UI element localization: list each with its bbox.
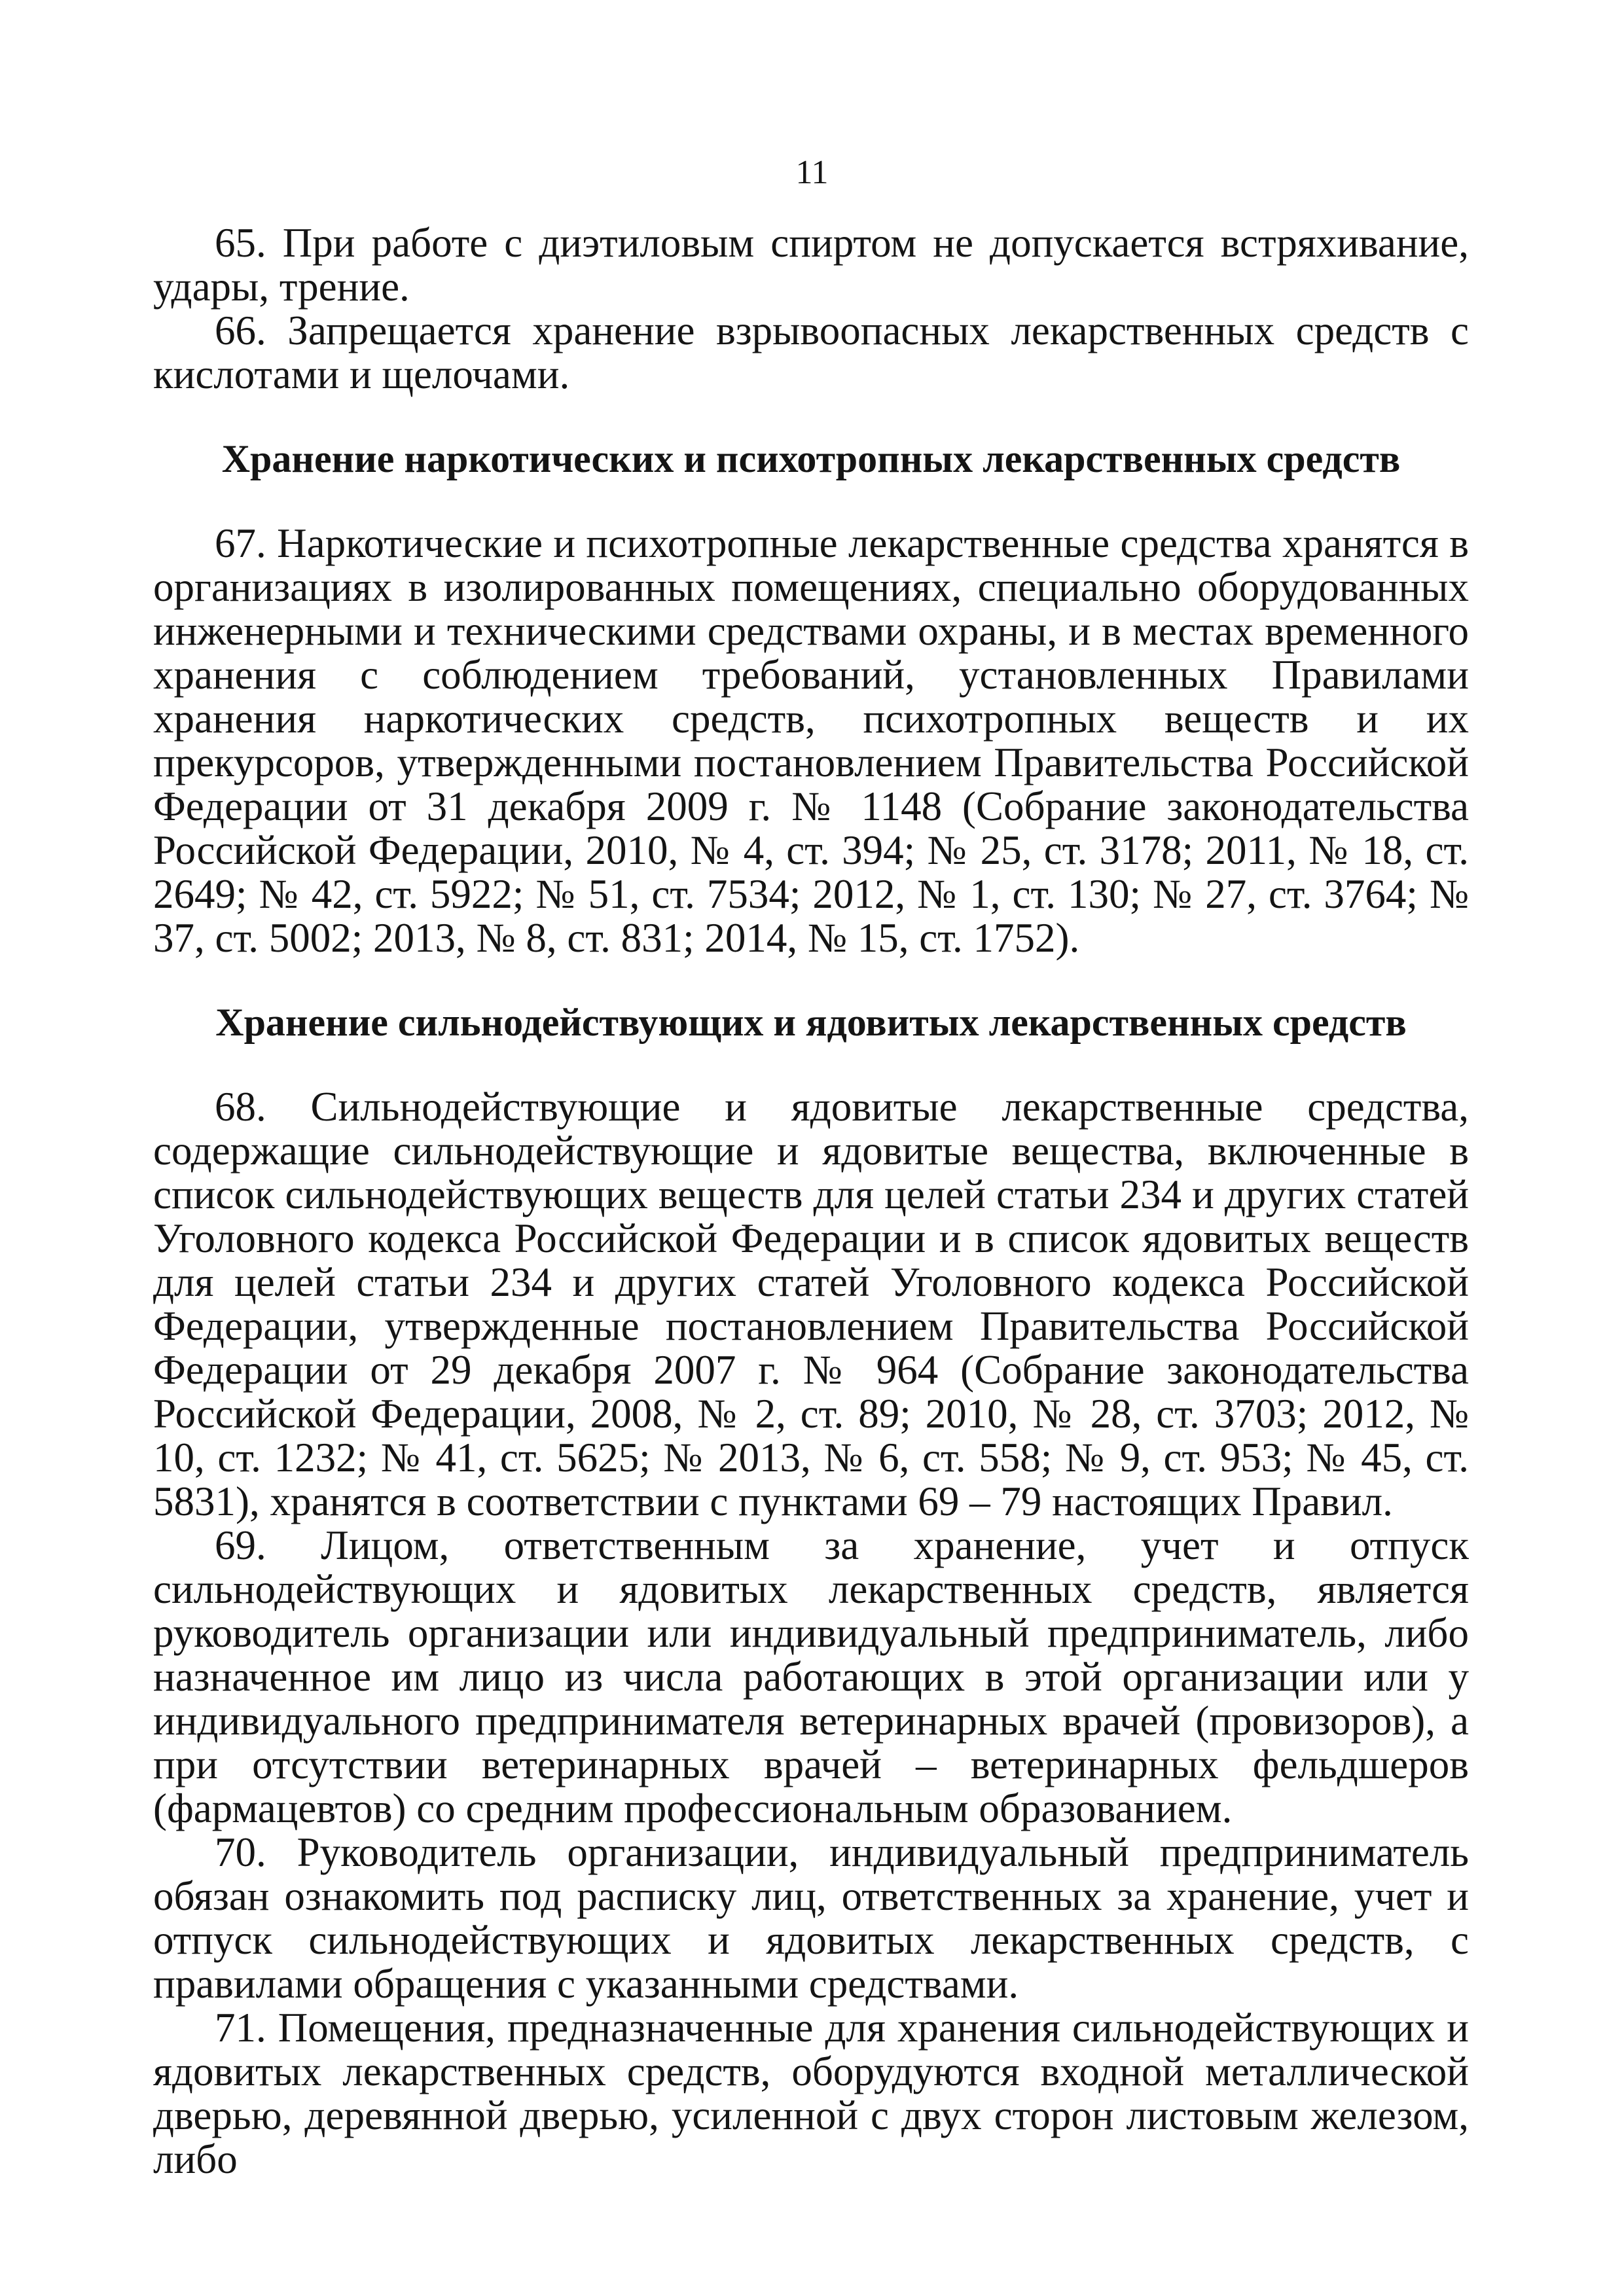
section-heading-potent-poisonous: Хранение сильнодействующих и ядовитых лекарственных средств xyxy=(215,1001,1407,1044)
paragraph-69: 69. Лицом, ответственным за хранение, учет и отпуск сильнодействующих и ядовитых лекарственных средств, является руководитель организации или индивидуальный предприниматель, либо назначенное им лицо из числа работающих в этой организации или у индивидуального предпринимателя ветеринарных врачей (провизоров), а при отсутствии ветеринарных врачей – ветеринарных фельдшеров (фармацевтов) со средним профессиональным образованием. xyxy=(153,1522,1469,1831)
paragraph-65: 65. При работе с диэтиловым спиртом не допускается встряхивание, удары, трение. xyxy=(153,220,1469,310)
page-number: 11 xyxy=(795,154,829,191)
paragraph-66: 66. Запрещается хранение взрывоопасных лекарственных средств с кислотами и щелочами. xyxy=(153,308,1469,397)
page-content xyxy=(153,221,1469,2181)
section-heading-narcotic: Хранение наркотических и психотропных лекарственных средств xyxy=(221,437,1401,480)
paragraph-70: 70. Руководитель организации, индивидуальный предприниматель обязан ознакомить под расписку лиц, ответственных за хранение, учет и отпуск сильнодействующих и ядовитых лекарственных средств, с правилами обращения с указанными средствами. xyxy=(153,1829,1469,2007)
paragraph-71: 71. Помещения, предназначенные для хранения сильнодействующих и ядовитых лекарственных средств, оборудуются входной металлической дверью, деревянной дверью, усиленной с двух сторон листовым железом, либо xyxy=(153,2005,1469,2182)
paragraph-67: 67. Наркотические и психотропные лекарственные средства хранятся в организациях в изолированных помещениях, специально оборудованных инженерными и техническими средствами охраны, и в местах временного хранения с соблюдением требований, установленных Правилами хранения наркотических средств, психотропных веществ и их прекурсоров, утвержденными постановлением Правительства Российской Федерации от 31 декабря 2009 г. № 1148 (Собрание законодательства Российской Федерации, 2010, № 4, ст. 394; № 25, ст. 3178; 2011, № 18, ст. 2649; № 42, ст. 5922; № 51, ст. 7534; 2012, № 1, ст. 130; № 27, ст. 3764; № 37, ст. 5002; 2013, № 8, ст. 831; 2014, № 15, ст. 1752). xyxy=(153,520,1469,961)
paragraph-68: 68. Сильнодействующие и ядовитые лекарственные средства, содержащие сильнодействующие и ядовитые вещества, включенные в список сильнодействующих веществ для целей статьи 234 и других статей Уголовного кодекса Российской Федерации и в список ядовитых веществ для целей статьи 234 и других статей Уголовного кодекса Российской Федерации, утвержденные постановлением Правительства Российской Федерации от 29 декабря 2007 г. № 964 (Собрание законодательства Российской Федерации, 2008, № 2, ст. 89; 2010, № 28, ст. 3703; 2012, № 10, ст. 1232; № 41, ст. 5625; № 2013, № 6, ст. 558; № 9, ст. 953; № 45, ст. 5831), хранятся в соответствии с пунктами 69 – 79 настоящих Правил. xyxy=(153,1084,1469,1524)
